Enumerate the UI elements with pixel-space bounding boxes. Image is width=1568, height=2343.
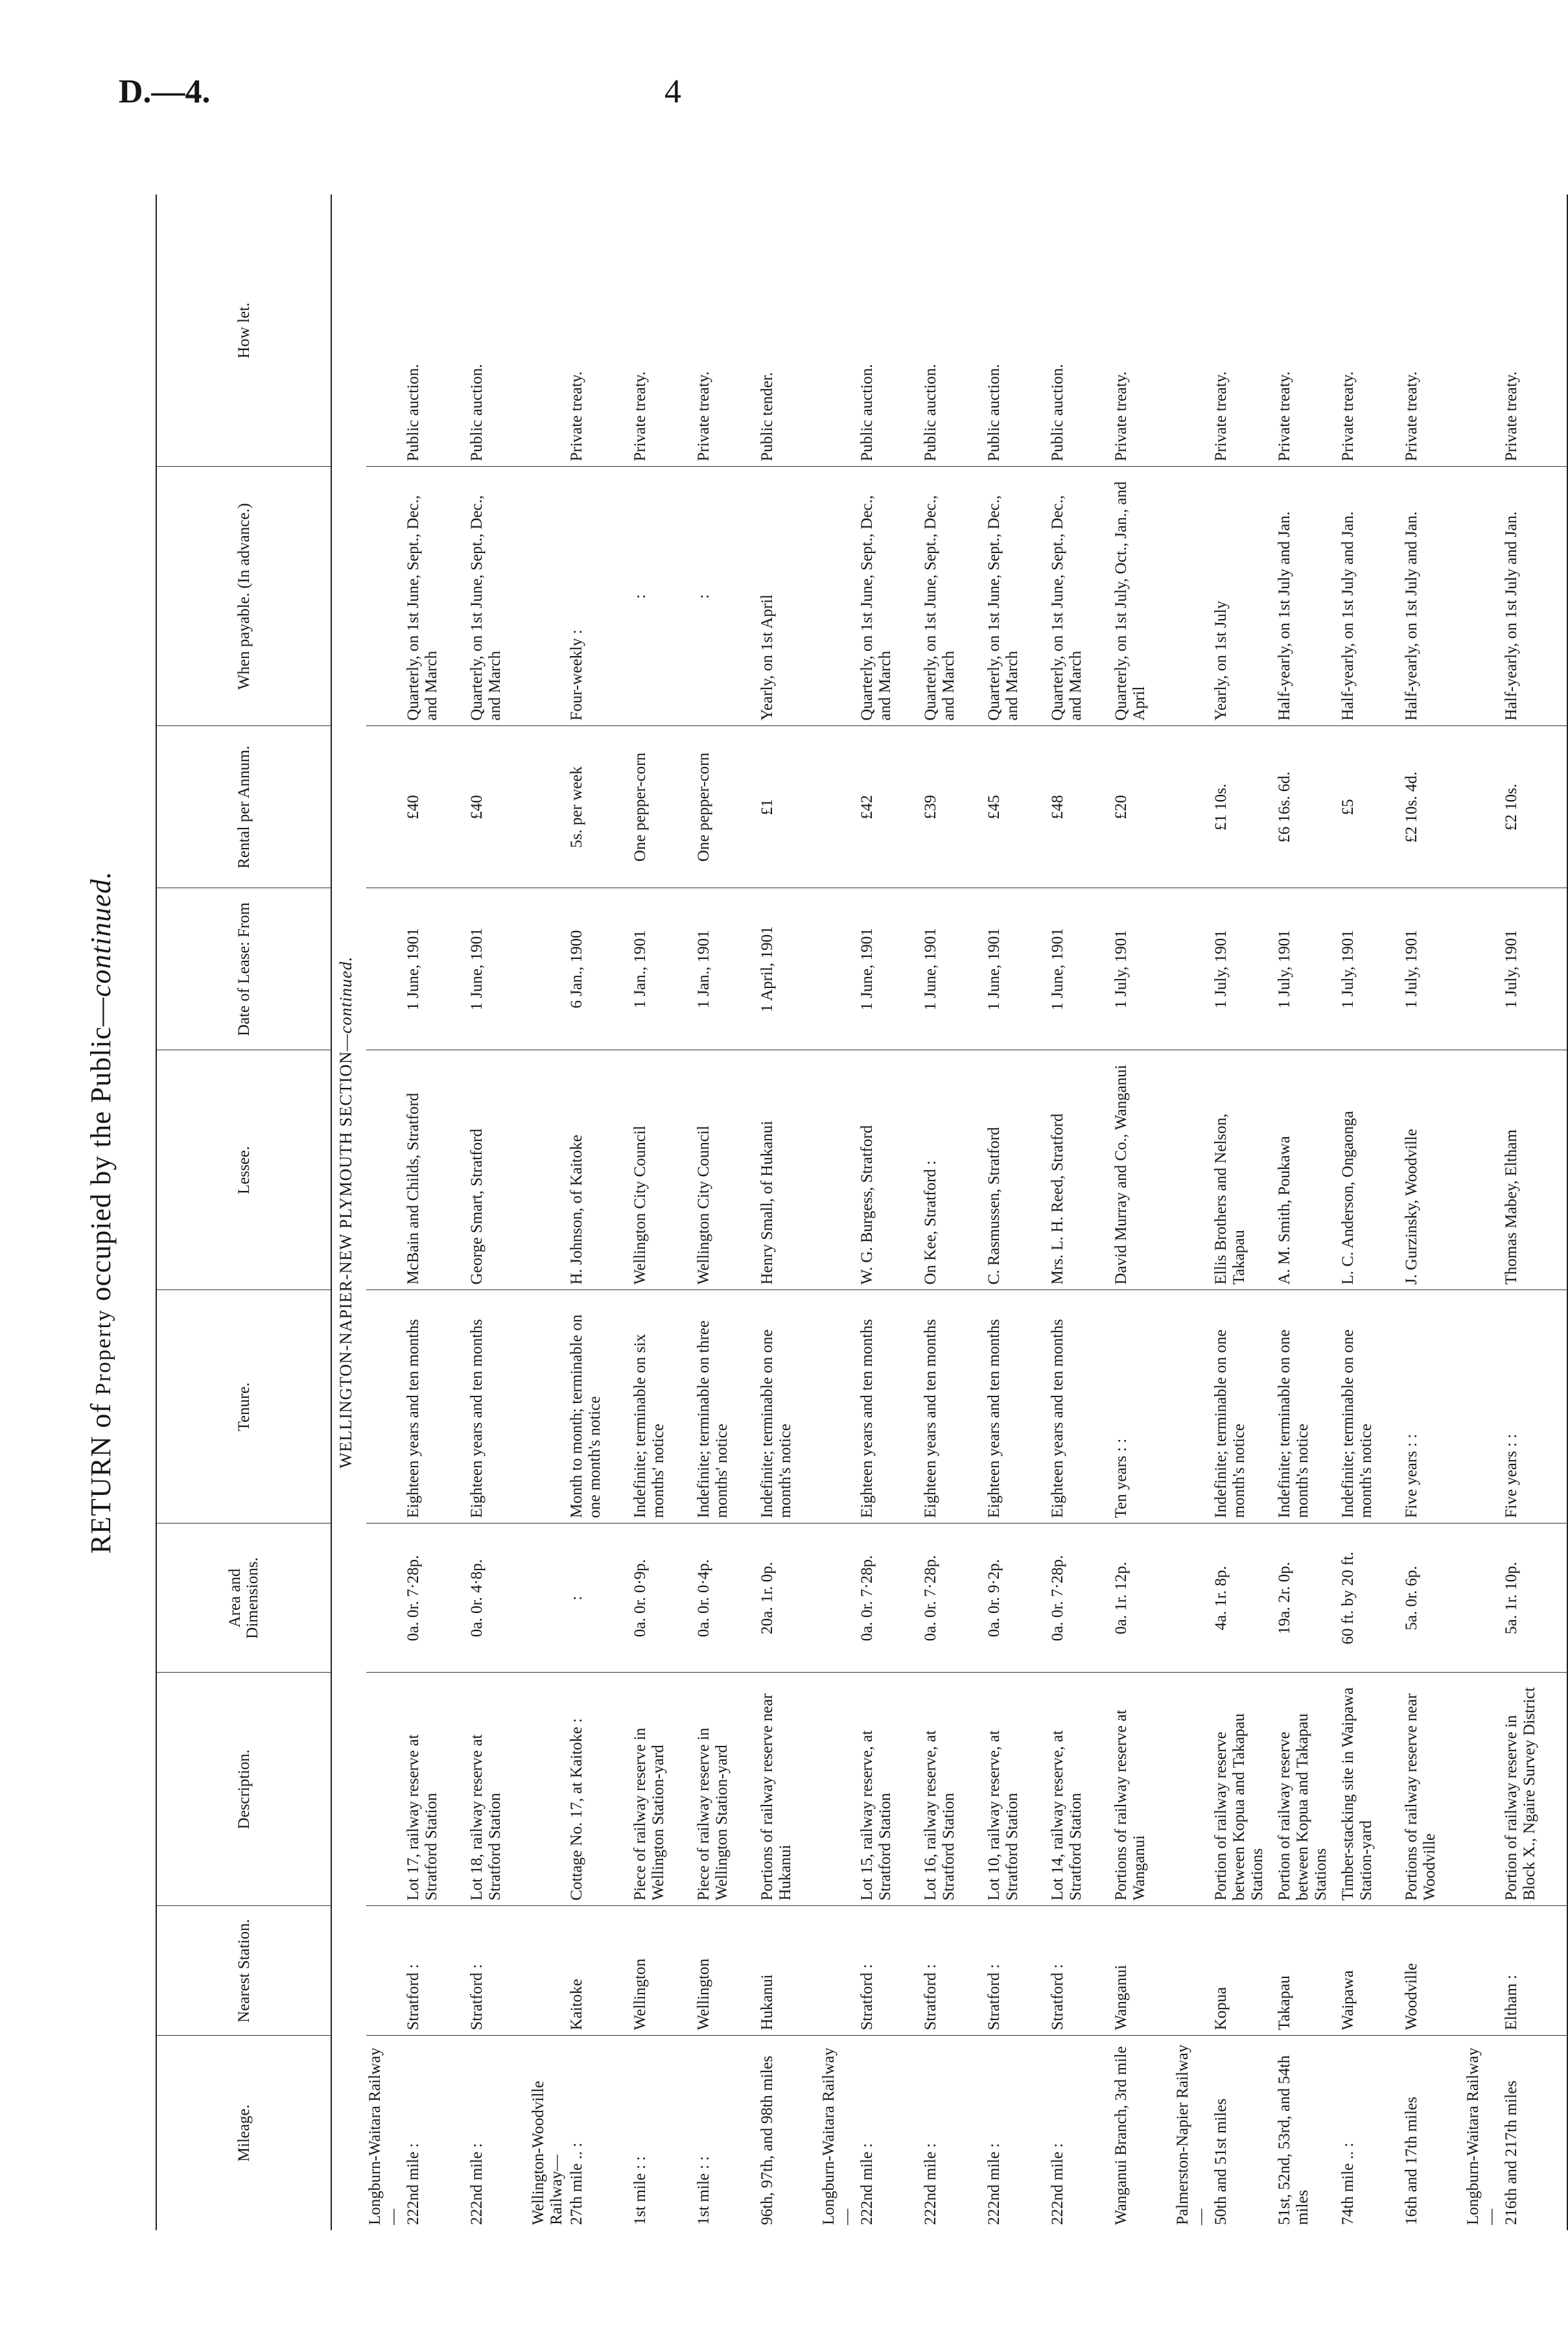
cell-how: Public auction.: [983, 194, 1047, 467]
table-row: [1110, 194, 1174, 2230]
cell-tenure: Eighteen years and ten months: [466, 1290, 530, 1524]
cell-tenure: Five years : :: [1501, 1290, 1564, 1524]
table-end-rule: [1564, 194, 1567, 2230]
cell-rental: £42: [856, 726, 920, 888]
cell-description: Lot 17, railway reserve at Stratford Station: [403, 1673, 466, 1906]
cell-how: Private treaty.: [1274, 194, 1337, 467]
col-how: How let.: [156, 194, 331, 467]
cell-lessee: Thomas Mabey, Eltham: [1501, 1050, 1564, 1290]
cell-mileage: 222nd mile :: [404, 2143, 422, 2225]
cell-lessee: W. G. Burgess, Stratford: [856, 1050, 920, 1290]
cell-station: Waipawa: [1337, 1906, 1401, 2036]
table-row: [566, 194, 629, 2230]
table-row: [693, 194, 756, 2230]
cell-station: Wellington: [629, 1906, 693, 2036]
cell-description: Portions of railway reserve near Hukanui: [756, 1673, 820, 1906]
cell-description: Lot 16, railway reserve, at Stratford Station: [920, 1673, 983, 1906]
cell-rental: £2 10s. 4d.: [1401, 726, 1464, 888]
cell-how: Public auction.: [1047, 194, 1110, 467]
cell-when: Four-weekly :: [566, 467, 629, 726]
table-row: [756, 194, 820, 2230]
cell-when: Quarterly, on 1st June, Sept., Dec., and March: [856, 467, 920, 726]
cell-rental: £6 16s. 6d.: [1274, 726, 1337, 888]
cell-description: Piece of railway reserve in Wellington Station-yard: [629, 1673, 693, 1906]
table-row: [1337, 194, 1401, 2230]
cell-mileage: 222nd mile :: [1049, 2143, 1066, 2225]
cell-lessee: McBain and Childs, Stratford: [403, 1050, 466, 1290]
table-row: [856, 194, 920, 2230]
cell-when: :: [629, 467, 693, 726]
table-row: [1047, 194, 1110, 2230]
cell-date: 1 April, 1901: [756, 888, 820, 1050]
group-row: [1464, 194, 1501, 2230]
col-station: Nearest Station.: [156, 1906, 331, 2036]
cell-station: Stratford :: [466, 1906, 530, 2036]
cell-area: 0a. 0r. 9·2p.: [983, 1524, 1047, 1673]
cell-description: Portions of railway reserve near Woodville: [1401, 1673, 1464, 1906]
cell-when: Half-yearly, on 1st July and Jan.: [1337, 467, 1401, 726]
cell-lessee: On Kee, Stratford :: [920, 1050, 983, 1290]
cell-area: 0a. 0r. 7·28p.: [920, 1524, 983, 1673]
cell-mileage: 27th mile .. :: [568, 2142, 585, 2225]
cell-tenure: Indefinite; terminable on one month's notice: [1274, 1290, 1337, 1524]
cell-date: 1 July, 1901: [1401, 888, 1464, 1050]
cell-mileage: Wanganui Branch, 3rd mile: [1112, 2046, 1130, 2225]
section-italic: continued.: [336, 956, 355, 1034]
cell-date: 1 July, 1901: [1337, 888, 1401, 1050]
cell-when: :: [693, 467, 756, 726]
cell-station: Stratford :: [1047, 1906, 1110, 2036]
cell-station: Wanganui: [1110, 1906, 1174, 2036]
cell-station: Kaitoke: [566, 1906, 629, 2036]
cell-mileage: 222nd mile :: [858, 2143, 876, 2225]
group-label: Longburn-Waitara Railway—: [366, 2047, 402, 2225]
cell-tenure: Indefinite; terminable on one month's notice: [756, 1290, 820, 1524]
col-rental: Rental per Annum.: [156, 726, 331, 888]
cell-tenure: Eighteen years and ten months: [403, 1290, 466, 1524]
cell-when: Yearly, on 1st July: [1210, 467, 1274, 726]
cell-mileage: 222nd mile :: [468, 2143, 486, 2225]
cell-date: 1 July, 1901: [1210, 888, 1274, 1050]
cell-description: Lot 10, railway reserve, at Stratford Station: [983, 1673, 1047, 1906]
cell-lessee: Wellington City Council: [693, 1050, 756, 1290]
col-mileage: Mileage.: [156, 2036, 331, 2230]
group-row: [820, 194, 856, 2230]
header-row: [156, 194, 331, 2230]
cell-tenure: Indefinite; terminable on three months' notice: [693, 1290, 756, 1524]
cell-how: Public auction.: [920, 194, 983, 467]
cell-area: 5a. 0r. 6p.: [1401, 1524, 1464, 1673]
caption-smallcaps: Property: [91, 1308, 115, 1395]
cell-area: 0a. 0r. 7·28p.: [1047, 1524, 1110, 1673]
cell-mileage: 216th and 217th miles: [1503, 2080, 1520, 2225]
caption-post: occupied by the Public—: [85, 996, 117, 1309]
table-row: [1210, 194, 1274, 2230]
cell-area: 0a. 0r. 4·8p.: [466, 1524, 530, 1673]
col-description: Description.: [156, 1673, 331, 1906]
cell-date: 1 Jan., 1901: [629, 888, 693, 1050]
table-row: [629, 194, 693, 2230]
cell-area: 0a. 0r. 0·4p.: [693, 1524, 756, 1673]
col-when: When payable. (In advance.): [156, 467, 331, 726]
cell-rental: £40: [466, 726, 530, 888]
group-label: Palmerston-Napier Railway—: [1174, 2044, 1210, 2225]
cell-mileage: 51st, 52nd, 53rd, and 54th miles: [1276, 2055, 1311, 2225]
cell-date: 1 June, 1901: [920, 888, 983, 1050]
cell-mileage: 16th and 17th miles: [1403, 2097, 1420, 2225]
cell-tenure: Indefinite; terminable on one month's notice: [1210, 1290, 1274, 1524]
group-label: Longburn-Waitara Railway—: [820, 2047, 856, 2225]
cell-rental: £45: [983, 726, 1047, 888]
cell-date: 1 June, 1901: [856, 888, 920, 1050]
cell-station: Stratford :: [920, 1906, 983, 2036]
cell-area: :: [566, 1524, 629, 1673]
cell-station: Kopua: [1210, 1906, 1274, 2036]
cell-rental: One pepper-corn: [629, 726, 693, 888]
caption-italic: continued.: [85, 871, 117, 997]
cell-when: Quarterly, on 1st July, Oct., Jan., and April: [1110, 467, 1174, 726]
cell-station: Eltham :: [1501, 1906, 1564, 2036]
cell-station: Wellington: [693, 1906, 756, 2036]
cell-date: 1 July, 1901: [1274, 888, 1337, 1050]
cell-tenure: Eighteen years and ten months: [856, 1290, 920, 1524]
cell-tenure: Month to month; terminable on one month's notice: [566, 1290, 629, 1524]
cell-area: 19a. 2r. 0p.: [1274, 1524, 1337, 1673]
cell-lessee: George Smart, Stratford: [466, 1050, 530, 1290]
return-table: [156, 194, 1568, 2230]
cell-how: Private treaty.: [566, 194, 629, 467]
cell-tenure: Eighteen years and ten months: [1047, 1290, 1110, 1524]
cell-rental: £20: [1110, 726, 1174, 888]
cell-date: 1 June, 1901: [403, 888, 466, 1050]
cell-rental: £1: [756, 726, 820, 888]
cell-area: 0a. 0r. 0·9p.: [629, 1524, 693, 1673]
cell-rental: £48: [1047, 726, 1110, 888]
col-date: Date of Lease: From: [156, 888, 331, 1050]
cell-mileage: 1st mile : :: [631, 2156, 649, 2225]
page-number: 4: [664, 73, 681, 110]
cell-when: Half-yearly, on 1st July and Jan.: [1401, 467, 1464, 726]
cell-lessee: C. Rasmussen, Stratford: [983, 1050, 1047, 1290]
cell-when: Quarterly, on 1st June, Sept., Dec., and March: [403, 467, 466, 726]
cell-station: Stratford :: [403, 1906, 466, 2036]
cell-lessee: Wellington City Council: [629, 1050, 693, 1290]
cell-when: Quarterly, on 1st June, Sept., Dec., and March: [920, 467, 983, 726]
cell-area: 5a. 1r. 10p.: [1501, 1524, 1564, 1673]
cell-area: 0a. 0r. 7·28p.: [403, 1524, 466, 1673]
cell-lessee: L. C. Anderson, Ongaonga: [1337, 1050, 1401, 1290]
cell-how: Private treaty.: [1501, 194, 1564, 467]
cell-when: Quarterly, on 1st June, Sept., Dec., and March: [983, 467, 1047, 726]
cell-lessee: Ellis Brothers and Nelson, Takapau: [1210, 1050, 1274, 1290]
cell-when: Half-yearly, on 1st July and Jan.: [1274, 467, 1337, 726]
cell-mileage: 222nd mile :: [922, 2143, 939, 2225]
cell-tenure: Five years : :: [1401, 1290, 1464, 1524]
cell-description: Lot 14, railway reserve, at Stratford Station: [1047, 1673, 1110, 1906]
cell-tenure: Ten years : :: [1110, 1290, 1174, 1524]
cell-mileage: 1st mile : :: [695, 2156, 712, 2225]
cell-area: 20a. 1r. 0p.: [756, 1524, 820, 1673]
cell-when: Yearly, on 1st April: [756, 467, 820, 726]
cell-date: 1 June, 1901: [1047, 888, 1110, 1050]
section-title: WELLINGTON-NAPIER-NEW PLYMOUTH SECTION—: [336, 1033, 355, 1468]
cell-how: Public auction.: [403, 194, 466, 467]
cell-tenure: Indefinite; terminable on one month's notice: [1337, 1290, 1401, 1524]
cell-how: Public auction.: [856, 194, 920, 467]
cell-when: Half-yearly, on 1st July and Jan.: [1501, 467, 1564, 726]
cell-description: Portion of railway reserve in Block X., Ngaire Survey District: [1501, 1673, 1564, 1906]
cell-area: 0a. 0r. 7·28p.: [856, 1524, 920, 1673]
cell-description: Piece of railway reserve in Wellington Station-yard: [693, 1673, 756, 1906]
col-tenure: Tenure.: [156, 1290, 331, 1524]
cell-rental: £1 10s.: [1210, 726, 1274, 888]
cell-lessee: H. Johnson, of Kaitoke: [566, 1050, 629, 1290]
cell-description: Portions of railway reserve at Wanganui: [1110, 1673, 1174, 1906]
cell-how: Private treaty.: [693, 194, 756, 467]
cell-lessee: A. M. Smith, Poukawa: [1274, 1050, 1337, 1290]
table-row: [466, 194, 530, 2230]
cell-description: Portion of railway reserve between Kopua and Takapau Stations: [1210, 1673, 1274, 1906]
group-label: Longburn-Waitara Railway—: [1464, 2047, 1500, 2225]
cell-area: 4a. 1r. 8p.: [1210, 1524, 1274, 1673]
cell-how: Private treaty.: [1337, 194, 1401, 467]
cell-date: 1 June, 1901: [983, 888, 1047, 1050]
table-caption: [84, 194, 143, 2230]
cell-how: Public tender.: [756, 194, 820, 467]
table-row: [1401, 194, 1464, 2230]
cell-when: Quarterly, on 1st June, Sept., Dec., and March: [1047, 467, 1110, 726]
cell-date: 1 July, 1901: [1501, 888, 1564, 1050]
cell-date: 1 Jan., 1901: [693, 888, 756, 1050]
cell-date: 1 June, 1901: [466, 888, 530, 1050]
cell-tenure: Indefinite; terminable on six months' notice: [629, 1290, 693, 1524]
cell-mileage: 74th mile .. :: [1339, 2142, 1357, 2225]
cell-lessee: J. Gurzinsky, Woodville: [1401, 1050, 1464, 1290]
table-row: [983, 194, 1047, 2230]
cell-area: 0a. 1r. 12p.: [1110, 1524, 1174, 1673]
cell-how: Private treaty.: [1110, 194, 1174, 467]
col-area: Area and Dimensions.: [156, 1524, 331, 1673]
cell-rental: £40: [403, 726, 466, 888]
cell-rental: 5s. per week: [566, 726, 629, 888]
group-row: [1174, 194, 1210, 2230]
col-lessee: Lessee.: [156, 1050, 331, 1290]
cell-how: Private treaty.: [1210, 194, 1274, 467]
cell-how: Public auction.: [466, 194, 530, 467]
cell-lessee: David Murray and Co., Wanganui: [1110, 1050, 1174, 1290]
cell-description: Timber-stacking site in Waipawa Station-yard: [1337, 1673, 1401, 1906]
cell-area: 60 ft. by 20 ft.: [1337, 1524, 1401, 1673]
cell-description: Lot 15, railway reserve, at Stratford Station: [856, 1673, 920, 1906]
cell-rental: £39: [920, 726, 983, 888]
table-row: [403, 194, 466, 2230]
group-row: [530, 194, 566, 2230]
cell-mileage: 50th and 51st miles: [1212, 2098, 1230, 2225]
page-reference: D.—4.: [119, 73, 211, 110]
cell-date: 6 Jan., 1900: [566, 888, 629, 1050]
cell-station: Stratford :: [983, 1906, 1047, 2036]
cell-rental: One pepper-corn: [693, 726, 756, 888]
cell-mileage: 222nd mile :: [985, 2143, 1003, 2225]
section-heading: [331, 194, 366, 2230]
cell-station: Stratford :: [856, 1906, 920, 2036]
cell-how: Private treaty.: [1401, 194, 1464, 467]
cell-tenure: Eighteen years and ten months: [920, 1290, 983, 1524]
cell-station: Woodville: [1401, 1906, 1464, 2036]
cell-rental: £5: [1337, 726, 1401, 888]
cell-station: Takapau: [1274, 1906, 1337, 2036]
table-row: [1274, 194, 1337, 2230]
cell-date: 1 July, 1901: [1110, 888, 1174, 1050]
cell-station: Hukanui: [756, 1906, 820, 2036]
group-row: [366, 194, 403, 2230]
cell-description: Lot 18, railway reserve at Stratford Station: [466, 1673, 530, 1906]
table-row: [920, 194, 983, 2230]
table-row: [1501, 194, 1564, 2230]
cell-description: Portion of railway reserve between Kopua and Takapau Stations: [1274, 1673, 1337, 1906]
cell-tenure: Eighteen years and ten months: [983, 1290, 1047, 1524]
rotated-return-table: [84, 194, 1538, 2230]
cell-lessee: Henry Small, of Hukanui: [756, 1050, 820, 1290]
cell-description: Cottage No. 17, at Kaitoke :: [566, 1673, 629, 1906]
caption-pre: RETURN of: [85, 1395, 117, 1554]
cell-how: Private treaty.: [629, 194, 693, 467]
group-label: Wellington-Woodville Railway—: [530, 2080, 565, 2225]
cell-lessee: Mrs. L. H. Reed, Stratford: [1047, 1050, 1110, 1290]
cell-when: Quarterly, on 1st June, Sept., Dec., and March: [466, 467, 530, 726]
cell-mileage: 96th, 97th, and 98th miles: [758, 2055, 776, 2225]
cell-rental: £2 10s.: [1501, 726, 1564, 888]
section-heading-row: [331, 194, 366, 2230]
